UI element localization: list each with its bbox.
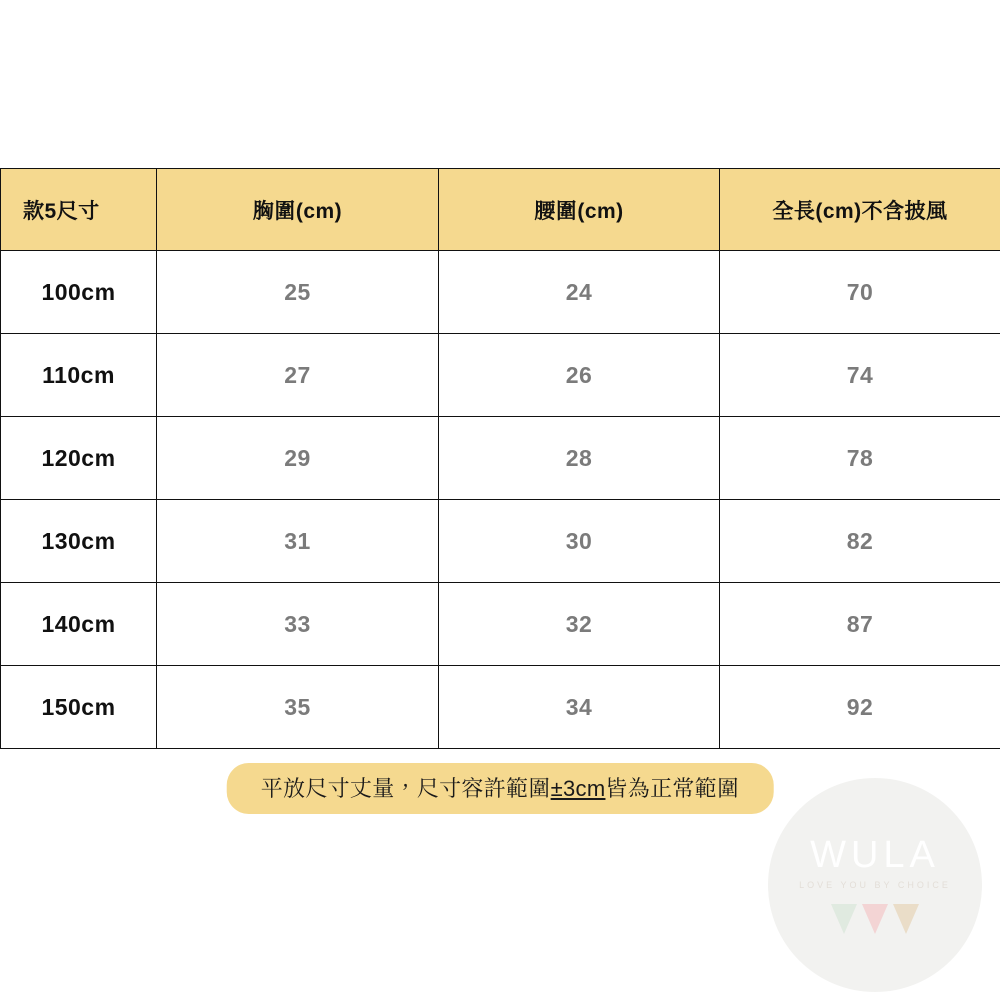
cell-length: 87 — [720, 583, 1000, 666]
watermark-triangles-icon — [831, 904, 919, 934]
cell-length: 82 — [720, 500, 1000, 583]
cell-waist: 24 — [439, 251, 720, 334]
cell-size: 130cm — [1, 500, 157, 583]
table-row — [1, 583, 1000, 666]
cell-length: 74 — [720, 334, 1000, 417]
cell-waist: 32 — [439, 583, 720, 666]
table-header — [1, 169, 1000, 251]
column-header-size: 款5尺寸 — [1, 169, 157, 251]
watermark-brand-name: WULA — [810, 834, 940, 876]
column-header-length: 全長(cm)不含披風 — [720, 169, 1000, 251]
note-prefix: 平放尺寸丈量，尺寸容許範圍 — [260, 776, 551, 801]
note-suffix: 皆為正常範圍 — [605, 776, 740, 801]
cell-size: 120cm — [1, 417, 157, 500]
table-row — [1, 417, 1000, 500]
cell-waist: 28 — [439, 417, 720, 500]
cell-waist: 30 — [439, 500, 720, 583]
cell-waist: 26 — [439, 334, 720, 417]
cell-size: 140cm — [1, 583, 157, 666]
cell-size: 150cm — [1, 666, 157, 749]
cell-chest: 29 — [157, 417, 439, 500]
cell-chest: 33 — [157, 583, 439, 666]
cell-waist: 34 — [439, 666, 720, 749]
table-row — [1, 500, 1000, 583]
cell-length: 92 — [720, 666, 1000, 749]
cell-chest: 31 — [157, 500, 439, 583]
cell-size: 100cm — [1, 251, 157, 334]
measurement-note — [227, 763, 774, 814]
table-body — [1, 251, 1000, 749]
cell-chest: 27 — [157, 334, 439, 417]
note-tolerance: ±3cm — [550, 776, 606, 801]
cell-chest: 25 — [157, 251, 439, 334]
cell-length: 70 — [720, 251, 1000, 334]
cell-length: 78 — [720, 417, 1000, 500]
column-header-chest: 胸圍(cm) — [157, 169, 439, 251]
size-chart-table — [0, 168, 1000, 749]
table-row — [1, 251, 1000, 334]
column-header-waist: 腰圍(cm) — [439, 169, 720, 251]
brand-watermark — [768, 778, 982, 992]
cell-size: 110cm — [1, 334, 157, 417]
table-row — [1, 334, 1000, 417]
watermark-tagline: LOVE YOU BY CHOICE — [799, 880, 951, 890]
table-header-row — [1, 169, 1000, 251]
table-row — [1, 666, 1000, 749]
cell-chest: 35 — [157, 666, 439, 749]
